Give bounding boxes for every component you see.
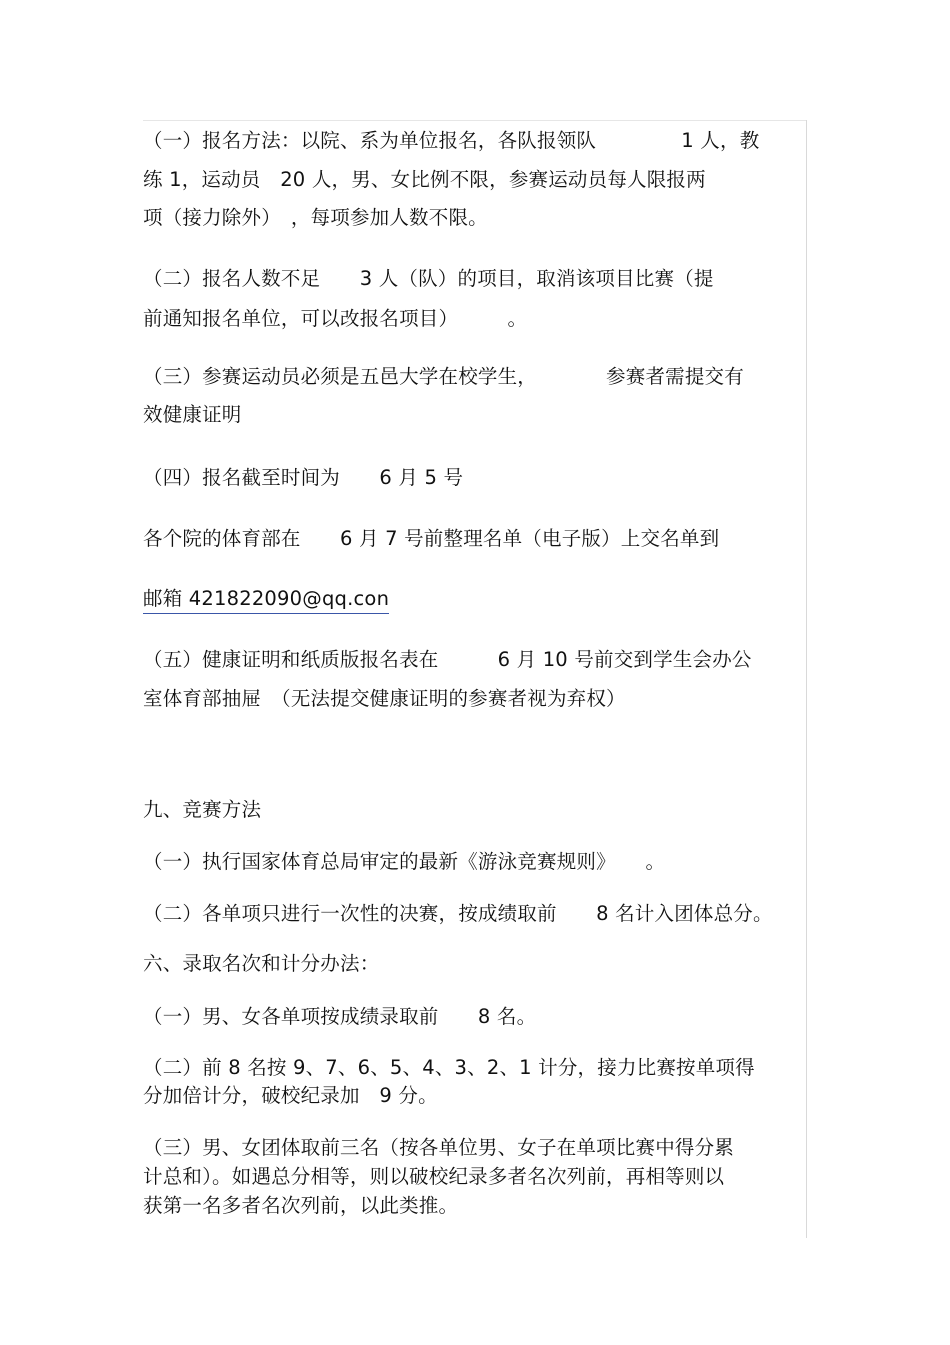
text-line: 室体育部抽屉 （无法提交健康证明的参赛者视为弃权） <box>143 687 626 710</box>
text-line: （一）执行国家体育总局审定的最新《游泳竞赛规则》 。 <box>143 850 666 873</box>
text-line: （二）各单项只进行一次性的决赛，按成绩取前 8 名计入团体总分。 <box>143 902 773 925</box>
text-line: （三）男、女团体取前三名（按各单位男、女子在单项比赛中得分累 <box>143 1136 735 1159</box>
section-heading: 九、竞赛方法 <box>143 798 262 821</box>
text-line: （三）参赛运动员必须是五邑大学在校学生， 参赛者需提交有 <box>143 365 744 388</box>
text-line: 分加倍计分，破校纪录加 9 分。 <box>143 1084 438 1107</box>
email-line[interactable] <box>143 586 389 612</box>
email-link[interactable]: 邮箱 421822090@qq.con <box>143 587 389 614</box>
text-line: 获第一名多者名次列前，以此类推。 <box>143 1194 459 1217</box>
text-line: 前通知报名单位，可以改报名项目） 。 <box>143 307 528 330</box>
text-line: 练 1，运动员 20 人，男、女比例不限，参赛运动员每人限报两 <box>143 168 706 191</box>
text-line: （四）报名截至时间为 6 月 5 号 <box>143 466 464 489</box>
text-line: （二）前 8 名按 9、7、6、5、4、3、2、1 计分，接力比赛按单项得 <box>143 1056 755 1079</box>
text-line: 计总和）。如遇总分相等，则以破校纪录多者名次列前，再相等则以 <box>143 1165 725 1188</box>
text-line: （二）报名人数不足 3 人（队）的项目，取消该项目比赛（提 <box>143 267 714 290</box>
page-frame-right-border <box>806 120 807 1238</box>
text-line: 各个院的体育部在 6 月 7 号前整理名单（电子版）上交名单到 <box>143 527 720 550</box>
page-frame-top-border <box>143 120 807 121</box>
text-line: 效健康证明 <box>143 403 242 426</box>
text-line: （一）报名方法：以院、系为单位报名，各队报领队 1 人，教 <box>143 129 760 152</box>
section-heading: 六、录取名次和计分办法： <box>143 952 380 975</box>
text-line: （一）男、女各单项按成绩录取前 8 名。 <box>143 1005 537 1028</box>
text-line: 项（接力除外） ，每项参加人数不限。 <box>143 206 488 229</box>
text-line: （五）健康证明和纸质版报名表在 6 月 10 号前交到学生会办公 <box>143 648 752 671</box>
